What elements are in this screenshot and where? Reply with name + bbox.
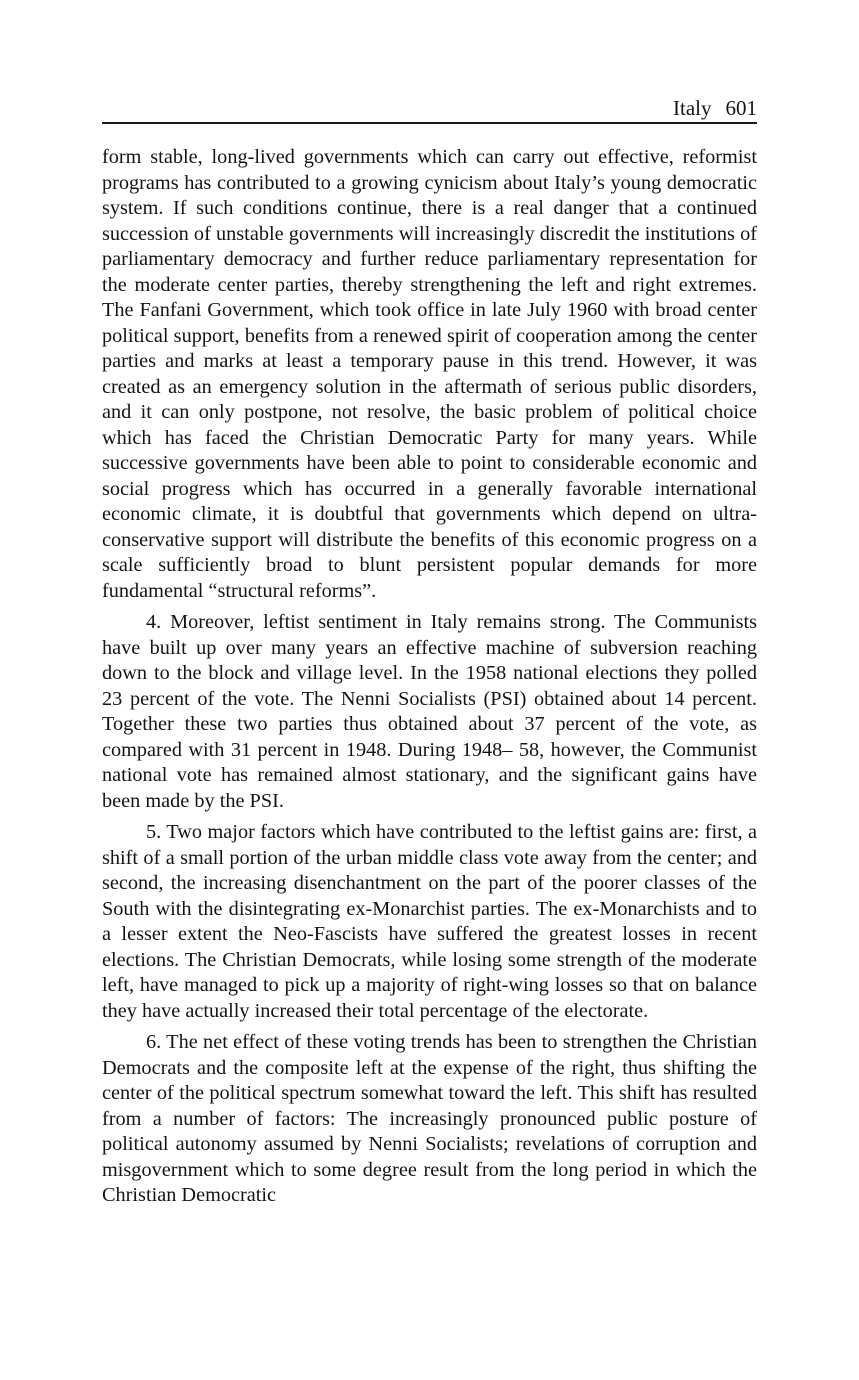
running-header [102,94,757,124]
body-text [102,145,757,1215]
paragraph-continued: form stable, long-lived governments which can carry out effective, reformist programs has contributed to a growing cynicism about Italy’s young democratic system. If such conditions continue, there is a real danger that a continued succession of unstable governments will increasingly discredit the institutions of parliamentary democracy and further reduce parliamentary representation for the moderate center parties, thereby strengthening the left and right extremes. The Fanfani Government, which took office in late July 1960 with broad center political support, benefits from a renewed spirit of cooperation among the center parties and marks at least a temporary pause in this trend. However, it was created as an emergency solution in the aftermath of serious public disorders, and it can only postpone, not resolve, the basic problem of political choice which has faced the Christian Democratic Party for many years. While successive governments have been able to point to considerable economic and social progress which has occurred in a generally favorable international economic climate, it is doubtful that governments which depend on ultra-conservative support will distribute the benefits of this economic progress on a scale sufficiently broad to blunt persistent popular demands for more fundamental “structural reforms”. [102,146,757,602]
page-number: 601 [725,96,757,120]
paragraph-4: 4. Moreover, leftist sentiment in Italy remains strong. The Communists have built up over many years an effective machine of subversion reaching down to the block and village level. In the 1958 national elections they polled 23 percent of the vote. The Nenni Socialists (PSI) obtained about 14 percent. Together these two parties thus obtained about 37 percent of the vote, as compared with 31 percent in 1948. During 1948– 58, however, the Communist national vote has remained almost stationary, and the significant gains have been made by the PSI. [102,611,757,812]
paragraph-5: 5. Two major factors which have contributed to the leftist gains are: first, a shift of a small portion of the urban middle class vote away from the center; and second, the increasing disenchantment on the part of the poorer classes of the South with the disintegrating ex-Monarchist parties. The ex-Monarchists and to a lesser extent the Neo-Fascists have suffered the greatest losses in recent elections. The Christian Democrats, while losing some strength of the moderate left, have managed to pick up a majority of right-wing losses so that on balance they have actually increased their total percentage of the electorate. [102,821,757,1022]
paragraph-6: 6. The net effect of these voting trends has been to strengthen the Christian Democrats and the composite left at the expense of the right, thus shifting the center of the political spectrum somewhat toward the left. This shift has resulted from a number of factors: The increasingly pronounced public posture of political autonomy assumed by Nenni Socialists; revelations of corruption and misgovernment which to some degree result from the long period in which the Christian Democratic [102,1031,757,1206]
running-title: Italy [673,96,712,120]
